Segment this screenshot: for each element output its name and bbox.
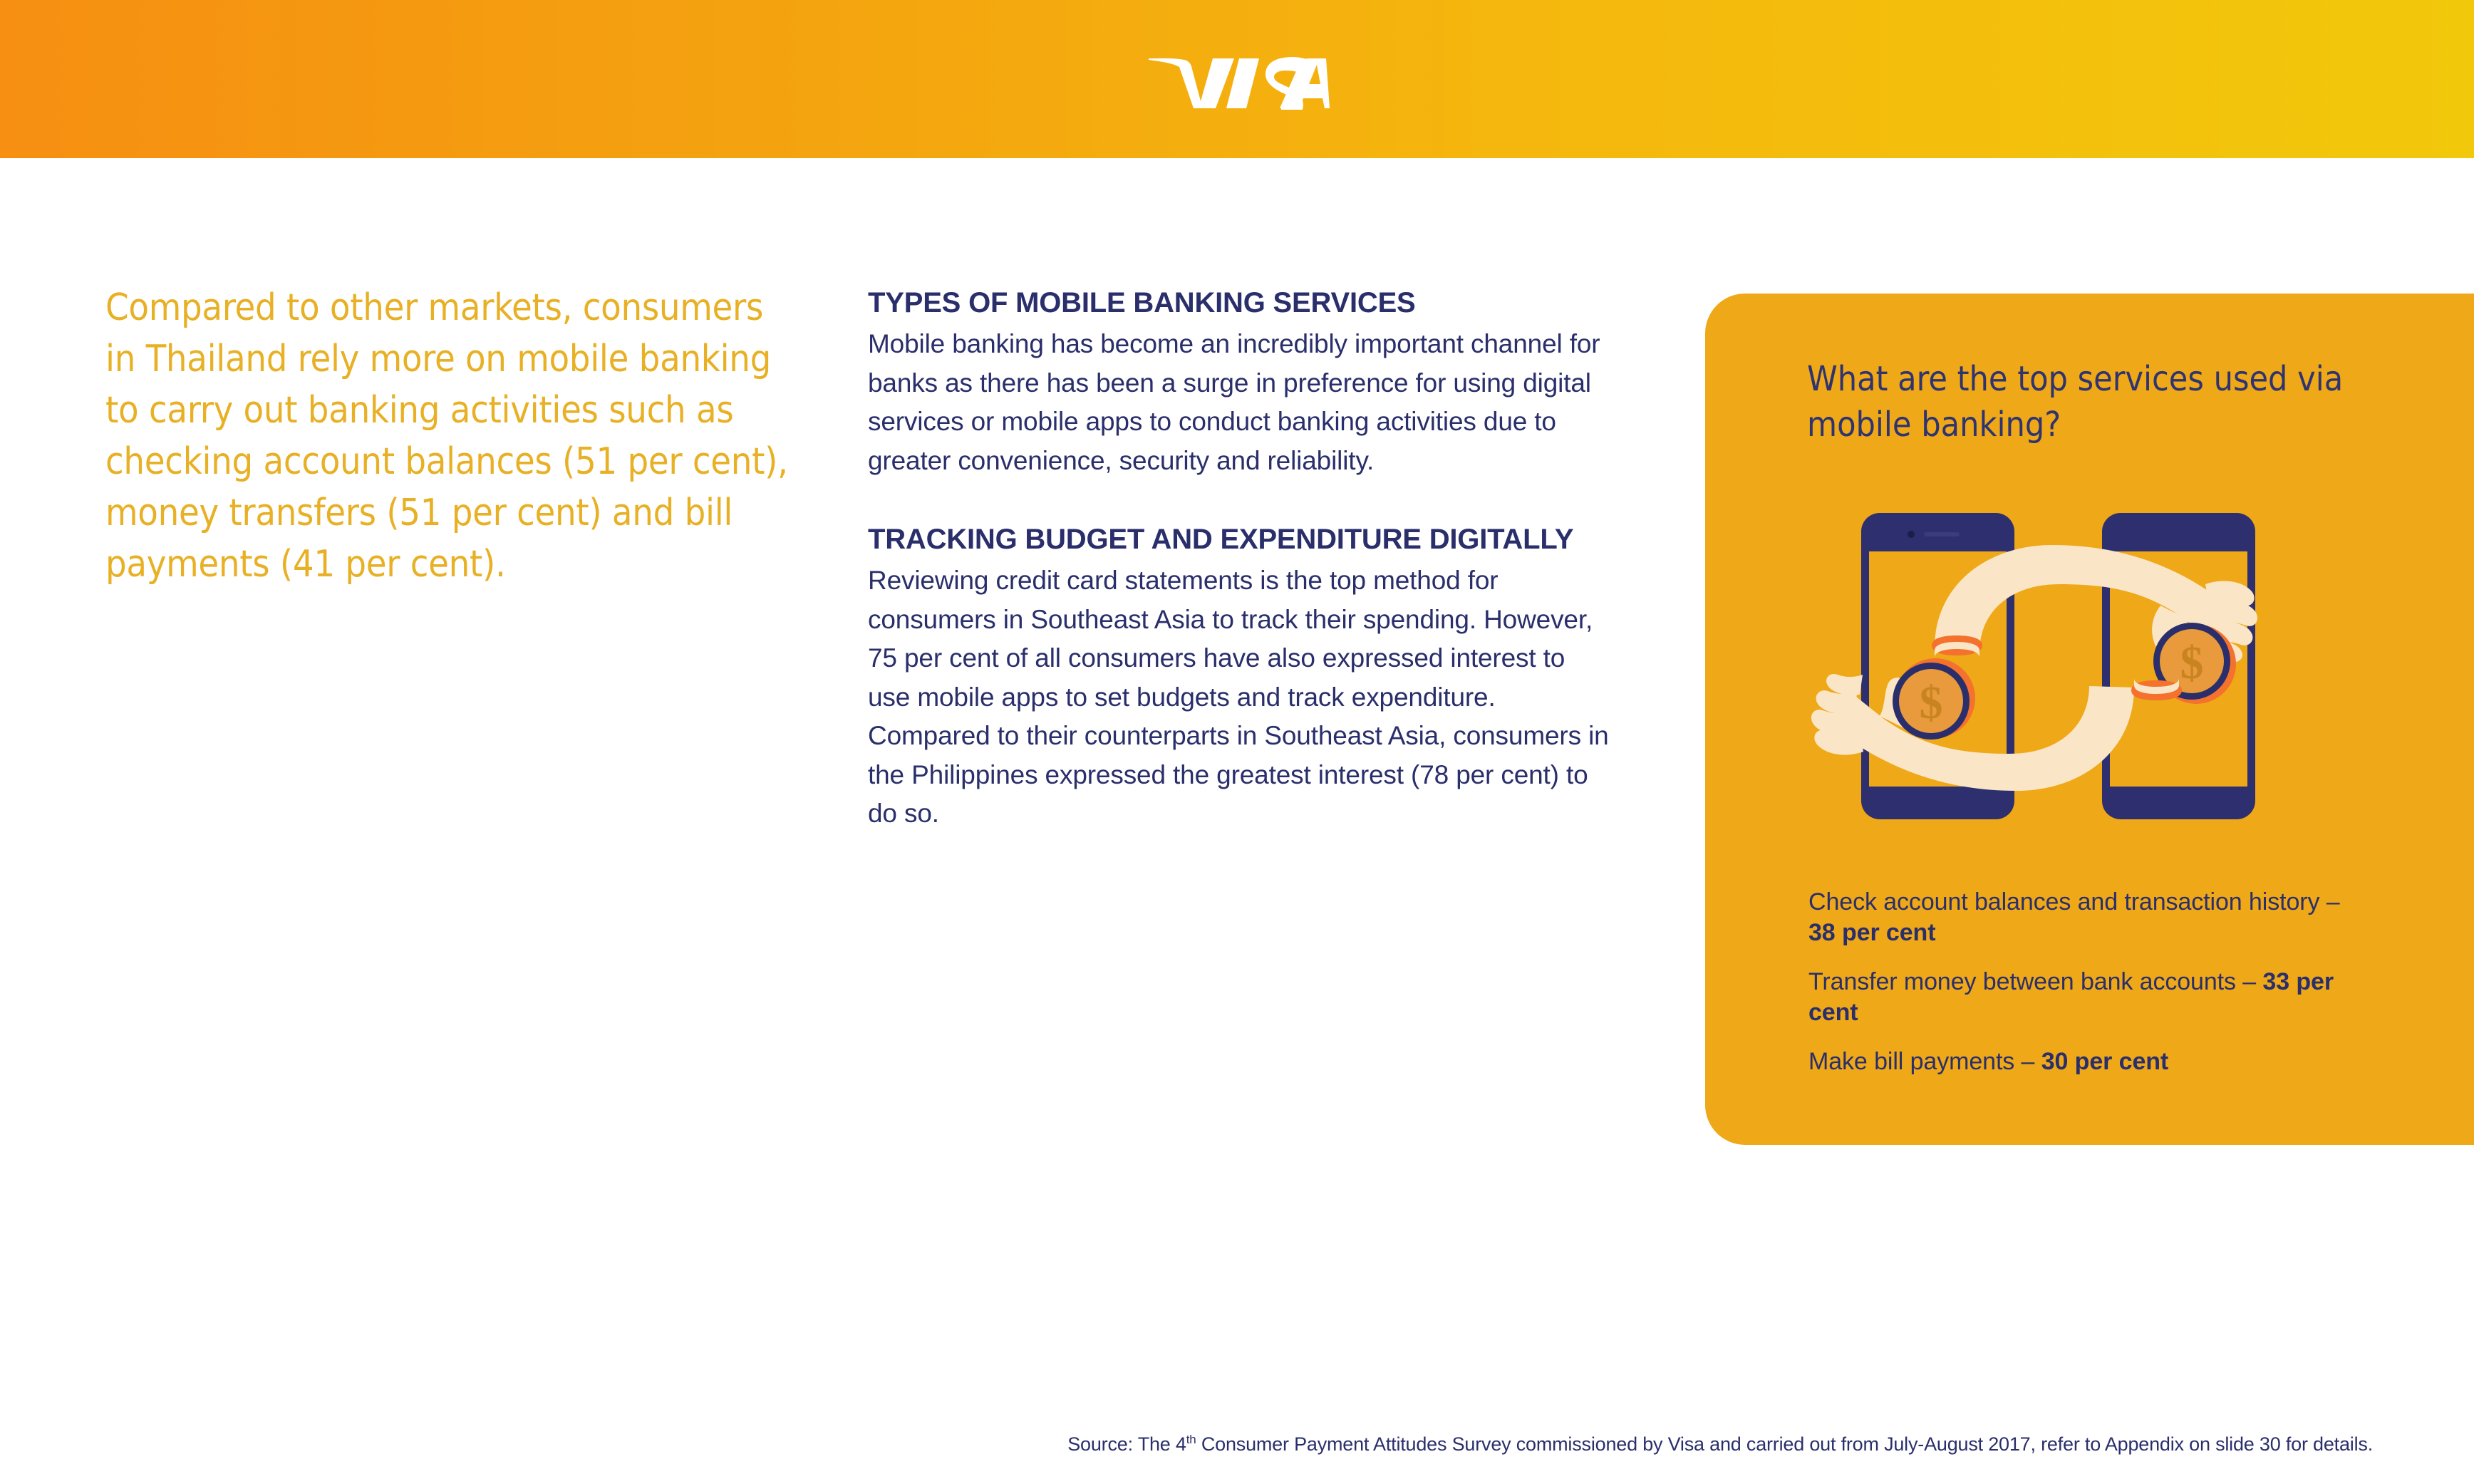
source-footnote (0, 1428, 2373, 1456)
stat-item-transfer-money (1808, 967, 2350, 1028)
intro-column (105, 282, 790, 590)
section-spacer (868, 480, 1609, 520)
footnote-suffix: Consumer Payment Attitudes Survey commissioned by Visa and carried out from July-August 2017, refer to Appendix on slide 30 for details. (1196, 1433, 2373, 1455)
intro-paragraph: Compared to other markets, consumers in Thailand rely more on mobile banking to carry out banking activities such as checking account balances (51 per cent), money transfers (51 per cent) and bill payments (41 per cent). (105, 286, 788, 586)
section-body-mobile-banking-services: Mobile banking has become an incredibly important channel for banks as there has been a surge in preference for using digital services or mobile apps to conduct banking activities due to greater convenience, security and reliability. (868, 329, 1600, 475)
stat-value: 33 per cent (1808, 968, 2334, 1026)
section-title-mobile-banking-services: TYPES OF MOBILE BANKING SERVICES (868, 287, 1416, 318)
footnote-ordinal: th (1186, 1433, 1196, 1446)
stat-item-check-balances (1808, 887, 2350, 948)
phones-hands-coins-illustration (1810, 477, 2259, 855)
panel-title: What are the top services used via mobile banking? (1807, 359, 2344, 445)
visa-logo (0, 0, 2474, 158)
stat-label: Transfer money between bank accounts – (1808, 968, 2263, 995)
top-services-stats-list (1808, 887, 2350, 1077)
body-column (868, 284, 1609, 834)
svg-text:$: $ (2180, 637, 2204, 689)
svg-text:$: $ (1919, 677, 1943, 729)
stat-label: Check account balances and transaction history – (1808, 888, 2340, 915)
stat-item-bill-payments (1808, 1047, 2350, 1077)
visa-wordmark-icon (1144, 48, 1330, 110)
section-title-tracking-budget: TRACKING BUDGET AND EXPENDITURE DIGITALLY (868, 524, 1574, 555)
stat-label: Make bill payments – (1808, 1048, 2041, 1075)
section-body-tracking-budget: Reviewing credit card statements is the top method for consumers in Southeast Asia to track their spending. However, 75 per cent of all consumers have also expressed interest to use mobile apps to set budgets and track expenditure. Compared to their counterparts in Southeast Asia, consumers in the Philippines expressed the greatest interest (78 per cent) to do so. (868, 566, 1609, 828)
header-band (0, 0, 2474, 158)
footnote-prefix: Source: The 4 (1067, 1433, 1186, 1455)
stat-value: 30 per cent (2041, 1048, 2169, 1075)
stat-value: 38 per cent (1808, 919, 1936, 946)
